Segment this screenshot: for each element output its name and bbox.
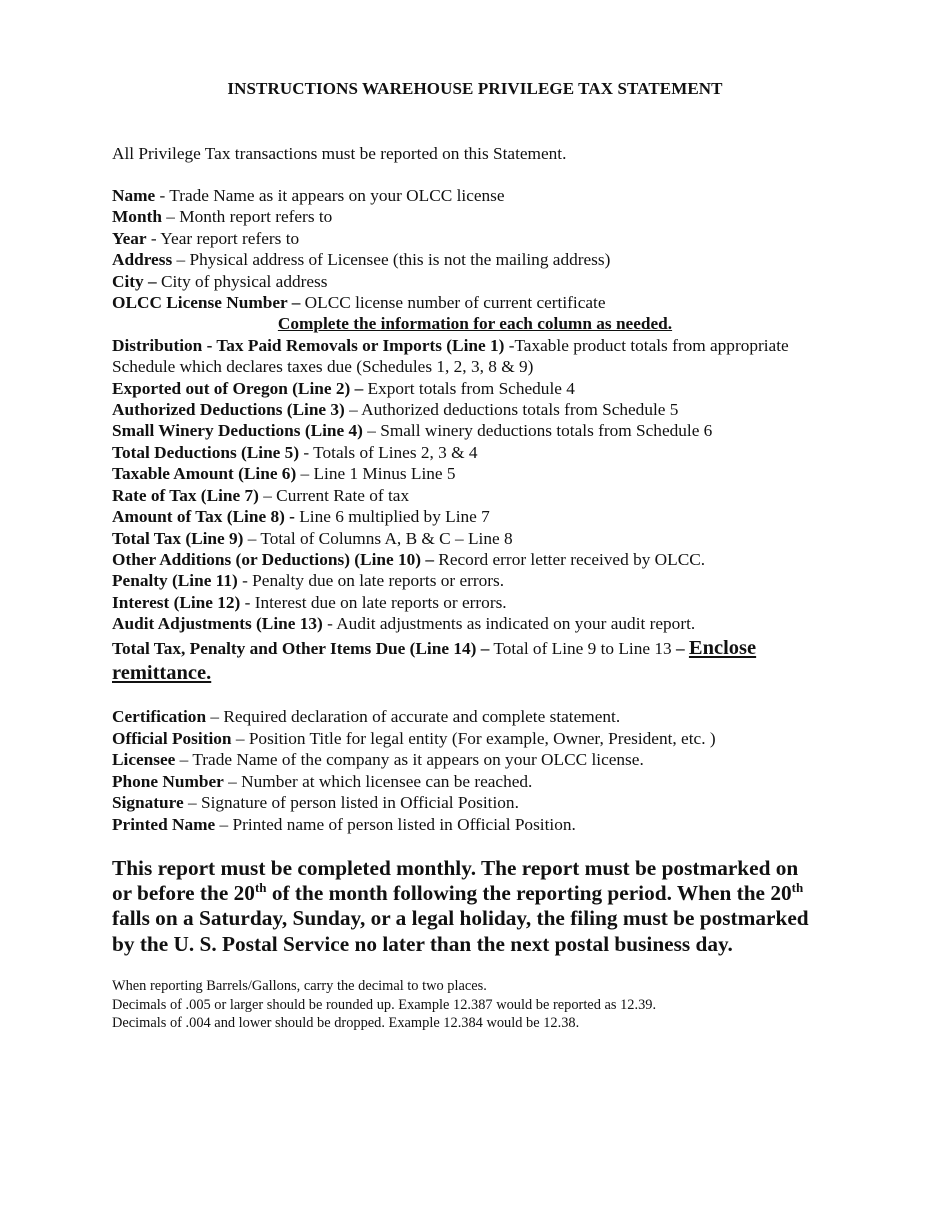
def-licensee: [112, 749, 842, 771]
def-term: Other Additions (or Deductions) (Line 10) –: [112, 549, 434, 569]
def-line-1: [112, 335, 842, 378]
rounding-rule: When reporting Barrels/Gallons, carry the decimal to two places.: [112, 978, 487, 994]
def-desc: - Audit adjustments as indicated on your audit report.: [322, 614, 696, 634]
def-desc: – Authorized deductions totals from Schedule 5: [344, 400, 679, 420]
notice-line: falls on a Saturday, Sunday, or a legal holiday, the filing must be postmarked: [112, 906, 809, 931]
def-desc: – Physical address of Licensee (this is not the mailing address): [172, 250, 611, 270]
def-term: Name: [112, 186, 156, 205]
def-line-3: [112, 399, 842, 420]
def-desc: – Line 1 Minus Line 5: [296, 464, 456, 484]
notice-text: of the month following the reporting period. When the 20: [266, 881, 792, 906]
intro-text: All Privilege Tax transactions must be reported on this Statement.: [112, 144, 567, 163]
def-term: Amount of Tax (Line 8) -: [112, 507, 295, 527]
rounding-rules: [112, 977, 842, 1033]
def-desc: - Interest due on late reports or errors.: [240, 592, 507, 612]
def-desc: – Month report refers to: [161, 207, 333, 227]
def-license-number: [112, 292, 842, 313]
def-term: Total Tax (Line 9): [112, 528, 244, 548]
def-address: [112, 249, 842, 270]
def-term: Licensee: [112, 750, 176, 770]
def-desc: – Total of Columns A, B & C – Line 8: [243, 528, 513, 548]
def-term: Authorized Deductions (Line 3): [112, 400, 345, 420]
def-line-10: [112, 549, 842, 570]
def-term: Printed Name: [112, 814, 216, 834]
def-term: Interest (Line 12): [112, 592, 241, 612]
def-term: Signature: [112, 793, 184, 813]
column-heading: Complete the information for each column as needed.: [277, 314, 673, 334]
def-desc: Record error letter received by OLCC.: [433, 549, 706, 569]
def-term: Audit Adjustments (Line 13): [112, 614, 323, 634]
def-term: Small Winery Deductions (Line 4): [112, 421, 363, 441]
def-line-13: [112, 613, 842, 634]
rounding-rule: Decimals of .004 and lower should be dropped. Example 12.384 would be 12.38.: [112, 1015, 580, 1032]
def-term: Taxable Amount (Line 6): [112, 464, 297, 484]
def-line-12: [112, 592, 842, 613]
def-term: Rate of Tax (Line 7): [112, 485, 259, 505]
notice-line: This report must be completed monthly. The report must be postmarked on: [112, 856, 799, 880]
def-desc: Line 6 multiplied by Line 7: [294, 507, 490, 527]
def-desc: – Small winery deductions totals from Schedule 6: [362, 421, 713, 441]
enclose-remittance: Enclose remittance.: [112, 636, 757, 684]
monthly-notice: [112, 856, 842, 957]
def-desc: -Taxable product totals from appropriate Schedule which declares taxes due (Schedules 1, 2, 3, 8 & 9): [112, 335, 789, 377]
def-line-7: [112, 485, 842, 506]
def-desc: Total of Line 9 to Line 13: [489, 638, 676, 658]
def-line-6: [112, 463, 842, 484]
def-name: [112, 185, 842, 206]
def-official-position: [112, 728, 842, 750]
def-dash: –: [675, 638, 689, 658]
def-line-5: [112, 442, 842, 463]
def-phone-number: [112, 771, 842, 793]
def-desc: OLCC license number of current certificate: [300, 293, 606, 313]
def-term: City –: [112, 271, 157, 291]
rounding-rule: Decimals of .005 or larger should be rounded up. Example 12.387 would be reported as 12.39.: [112, 996, 657, 1013]
def-term: Year: [112, 228, 147, 248]
def-line-9: [112, 528, 842, 549]
def-month: [112, 206, 842, 227]
def-desc: – Current Rate of tax: [258, 485, 410, 505]
def-line-14: [112, 636, 842, 686]
def-city: [112, 271, 842, 292]
notice-line: by the U. S. Postal Service no later than the next postal business day.: [112, 931, 733, 956]
def-term: Certification: [112, 707, 207, 726]
certification-definitions: [112, 706, 842, 836]
def-desc: – Printed name of person listed in Official Position.: [215, 814, 576, 834]
def-year: [112, 228, 842, 249]
notice-line: [112, 881, 842, 906]
def-desc: - Penalty due on late reports or errors.: [237, 571, 505, 591]
def-certification: [112, 706, 842, 728]
document-title: INSTRUCTIONS WAREHOUSE PRIVILEGE TAX STATEMENT: [227, 79, 723, 98]
def-term: Address: [112, 250, 173, 270]
def-desc: – Required declaration of accurate and complete statement.: [206, 707, 621, 726]
def-printed-name: [112, 814, 842, 836]
def-line-2: [112, 378, 842, 399]
def-term: Month: [112, 207, 162, 227]
def-desc: – Position Title for legal entity (For example, Owner, President, etc. ): [231, 728, 716, 748]
field-definitions: [112, 185, 842, 686]
def-line-11: [112, 570, 842, 591]
def-term: Total Deductions (Line 5): [112, 442, 300, 462]
def-desc: - Trade Name as it appears on your OLCC license: [155, 186, 505, 205]
def-signature: [112, 792, 842, 814]
def-desc: Export totals from Schedule 4: [363, 378, 575, 398]
def-desc: – Signature of person listed in Official Position.: [183, 793, 519, 813]
def-term: Phone Number: [112, 771, 224, 791]
def-line-4: [112, 420, 842, 441]
def-term: Distribution - Tax Paid Removals or Imports (Line 1): [112, 335, 505, 355]
def-desc: – Trade Name of the company as it appears on your OLCC license.: [175, 750, 644, 770]
ordinal-suffix: th: [791, 880, 804, 896]
def-desc: - Year report refers to: [146, 228, 300, 248]
def-term: Exported out of Oregon (Line 2) –: [112, 378, 364, 398]
def-desc: - Totals of Lines 2, 3 & 4: [299, 442, 478, 462]
def-desc: – Number at which licensee can be reached.: [223, 771, 533, 791]
def-term: OLCC License Number –: [112, 293, 301, 313]
def-line-8: [112, 506, 842, 527]
def-term: Penalty (Line 11): [112, 571, 238, 591]
notice-text: or before the 20: [112, 881, 255, 906]
def-desc: City of physical address: [156, 271, 328, 291]
def-term: Total Tax, Penalty and Other Items Due (Line 14) –: [112, 638, 490, 658]
ordinal-suffix: th: [254, 880, 267, 896]
def-term: Official Position: [112, 728, 232, 748]
